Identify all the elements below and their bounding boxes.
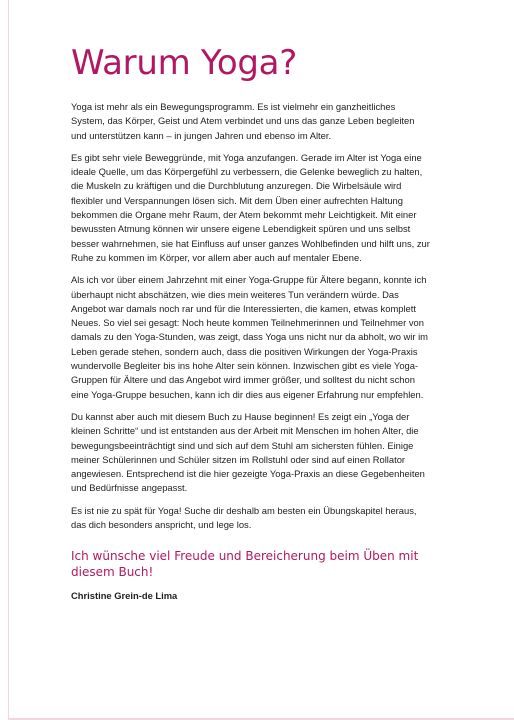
paragraph-book: Du kannst aber auch mit diesem Buch zu Hause beginnen! Es zeigt ein „Yoga der kleinen Schritte“ und ist entstanden aus der Arbeit mit Menschen im hohen Alter, die bewegungsbeeinträchtigt sind und sich auf dem Stuhl am sichersten fühlen. Einige meiner Schülerinnen und Schüler sitzen im Rollstuhl oder sind auf einen Rollator angewiesen. Entsprechend ist die hier gezeigte Yoga-Praxis an diese Gegebenheiten und Bedürfnisse angepasst. — [71, 410, 425, 494]
paragraph-intro: Yoga ist mehr als ein Bewegungsprogramm. Es ist vielmehr ein ganzheitliches System, das Körper, Geist und Atem verbindet und uns das ganze Leben begleiten und unterstützen kann – in jungen Jahren und ebenso im Alter. — [71, 101, 415, 141]
author-name: Christine Grein-de Lima — [71, 590, 178, 602]
page-title: Warum Yoga? — [71, 43, 297, 83]
page-edge-left — [8, 0, 9, 720]
page-content — [71, 40, 431, 602]
paragraph-encouragement: Es ist nie zu spät für Yoga! Suche dir deshalb am besten ein Übungskapitel heraus, das dich besonders anspricht, und lege los. — [71, 504, 417, 531]
paragraph-reasons: Es gibt sehr viele Beweggründe, mit Yoga anzufangen. Gerade im Alter ist Yoga eine ideale Quelle, um das Körpergefühl zu verbessern, die Gelenke beweglich zu halten, die Muskeln zu kräftigen und die Durchblutung anzuregen. Die Wirbelsäule wird flexibler und Verspannungen lösen sich. Mit dem Üben einer aufrechten Haltung bekommen die Organe mehr Raum, der Atem bekommt mehr Leichtigkeit. Mit einer bewussten Atmung können wir unsere eigene Lebendigkeit spüren und uns selbst besser wahrnehmen, sie hat Einfluss auf unser ganzes Wohlbefinden und hilft uns, zur Ruhe zu kommen im Körper, vor allem aber auch auf mentaler Ebene. — [71, 151, 430, 263]
paragraph-experience: Als ich vor über einem Jahrzehnt mit einer Yoga-Gruppe für Ältere begann, konnte ich überhaupt nicht abschätzen, wie dies mein weiteres Tun verändern würde. Das Angebot war damals noch rar und für die Interessierten, die kamen, etwas komplett Neues. So viel sei gesagt: Noch heute kommen Teilnehmerinnen und Teilnehmer von damals zu den Yoga-Stunden, was zeigt, dass Yoga uns nicht nur da abholt, wo wir im Leben gerade stehen, sondern auch, dass die positiven Wirkungen der Yoga-Praxis wundervolle Begleiter bis ins hohe Alter sein können. Inzwischen gibt es viele Yoga-Gruppen für Ältere und das Angebot wird immer größer, und solltest du nicht schon eine Yoga-Gruppe besuchen, kann ich dir dies aus eigener Erfahrung nur empfehlen. — [71, 274, 428, 400]
body-text — [71, 100, 431, 532]
closing-wish: Ich wünsche viel Freude und Bereicherung beim Üben mit diesem Buch! — [71, 549, 419, 580]
